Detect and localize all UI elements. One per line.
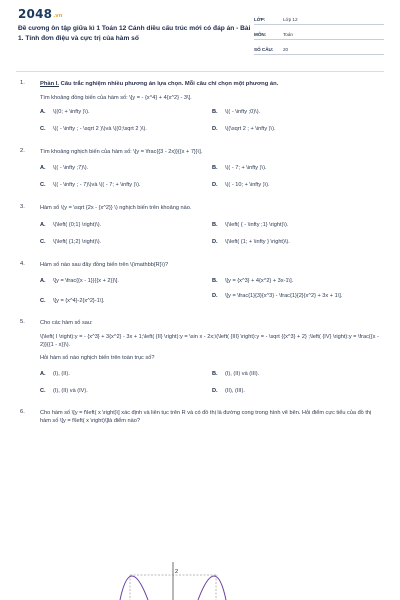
- option-c[interactable]: [40, 297, 212, 305]
- option-letter: A.: [40, 221, 46, 228]
- meta-label: SỐ CÂU:: [254, 47, 274, 52]
- option-a[interactable]: [40, 221, 212, 229]
- option-letter: D.: [212, 387, 218, 394]
- option-letter: B.: [212, 165, 218, 172]
- option-text: \[y = {x^4}-2{x^2}-1\].: [53, 298, 105, 305]
- question-stem: Hàm số \(y = \sqrt {2x - {x^2}} \) nghịch biến trên khoảng nào.: [40, 205, 192, 212]
- option-letter: B.: [212, 221, 218, 228]
- option-letter: C.: [40, 298, 46, 305]
- axis-label-2: 2: [175, 569, 179, 575]
- section-label: Phần I.: [40, 81, 60, 87]
- function-graph: [118, 562, 228, 600]
- option-a[interactable]: [40, 277, 212, 285]
- option-letter: D.: [212, 293, 218, 300]
- question-2: [20, 148, 382, 189]
- meta-label: LỚP:: [254, 17, 266, 22]
- option-text: (I), (II) và (IV).: [53, 387, 88, 394]
- meta-panel: [254, 12, 384, 57]
- question-body: \(\left( I \right):y = - {x^3} + 3{x^2} - 3x + 1;\left( {II} \right):y = \sin x - 2x;\(\left( {III} \right):y = - \sqrt {{x^3} + 2} ;\left( {IV} \right):y = \frac{{x - 2}}{{1 - x}}\).: [40, 333, 379, 349]
- logo-text: 2048: [18, 7, 53, 21]
- option-b[interactable]: [212, 164, 382, 172]
- question-stem: Tìm khoảng đồng biến của hàm số: \[y = - {x^4} + 4{x^2} - 3\].: [40, 94, 192, 101]
- site-logo[interactable]: [18, 7, 63, 21]
- question-5: [20, 319, 382, 395]
- option-letter: B.: [212, 370, 218, 377]
- option-text: (II), (III).: [225, 387, 245, 394]
- option-text: \(\left( {0;1} \right)\).: [53, 221, 102, 228]
- question-number: 6.: [20, 408, 25, 415]
- section-intro: [40, 80, 382, 89]
- meta-row-class: [254, 12, 384, 25]
- option-c[interactable]: [40, 181, 212, 189]
- option-text: (I), (II) và (III).: [225, 370, 260, 377]
- question-number: 4.: [20, 260, 25, 267]
- option-text: \(\left( {1; + \infty } \right)\).: [225, 238, 290, 245]
- question-subprompt: Hỏi hàm số nào nghịch biến trên toàn trục số?: [40, 355, 155, 362]
- option-letter: A.: [40, 278, 46, 285]
- option-d[interactable]: [212, 125, 382, 133]
- option-text: \(( - \infty ; - \sqrt 2 )\)và \((0;\sqrt 2 )\).: [53, 126, 147, 132]
- option-text: \(( - 10; + \infty )\).: [225, 182, 270, 189]
- document-title: Đề cương ôn tập giữa kì 1 Toán 12 Cánh diều cấu trúc mới có đáp án - Bài 1. Tính đơn điệu và cực trị của hàm số: [18, 25, 251, 42]
- option-text: \[y = {x^3} + 4{x^2} + 3x-1\].: [225, 278, 294, 285]
- option-text: \(( - \infty ;7)\).: [53, 165, 89, 172]
- option-letter: B.: [212, 278, 218, 285]
- option-text: \((\sqrt 2 ; + \infty )\).: [225, 126, 276, 132]
- document-header: [0, 0, 400, 70]
- option-letter: D.: [212, 126, 218, 132]
- option-letter: B.: [212, 109, 218, 115]
- meta-row-count: [254, 42, 384, 55]
- option-a[interactable]: [40, 370, 212, 378]
- question-1: [20, 80, 382, 133]
- question-stem: Tìm khoảng nghịch biến của hàm số: \[y = \frac{{3 - 2x}}{{x + 7}}\].: [40, 149, 203, 155]
- options: [40, 277, 382, 305]
- option-d[interactable]: [212, 238, 382, 246]
- option-a[interactable]: [40, 164, 212, 172]
- meta-row-subject: [254, 27, 384, 40]
- option-letter: C.: [40, 387, 46, 394]
- question-number: 2.: [20, 148, 25, 154]
- option-letter: C.: [40, 126, 46, 132]
- section-instructions: Câu trắc nghiệm nhiều phương án lựa chọn. Mỗi câu chỉ chọn một phương án.: [59, 81, 279, 87]
- meta-value: 20: [283, 47, 289, 52]
- options: [40, 370, 382, 395]
- option-text: \(\left( {1;2} \right)\).: [53, 238, 102, 245]
- options: [40, 164, 382, 189]
- option-text: \(( - \infty ;0)\).: [225, 109, 261, 115]
- question-6: [20, 409, 382, 426]
- header-divider: [16, 71, 384, 72]
- option-c[interactable]: [40, 387, 212, 395]
- option-letter: A.: [40, 109, 46, 115]
- question-number: 5.: [20, 319, 25, 326]
- question-number: 3.: [20, 204, 25, 211]
- option-c[interactable]: [40, 125, 212, 133]
- option-letter: A.: [40, 370, 46, 377]
- question-list: [20, 80, 382, 426]
- option-text: (I), (II).: [53, 370, 70, 377]
- question-4: [20, 261, 382, 305]
- option-text: \((0; + \infty )\).: [53, 109, 90, 115]
- meta-value: Lớp 12: [283, 17, 298, 22]
- option-letter: D.: [212, 238, 218, 245]
- option-text: \(( - \infty ; - 7)\)và \(( - 7; + \infty )\).: [53, 182, 141, 189]
- question-3: [20, 204, 382, 245]
- option-letter: A.: [40, 165, 46, 172]
- question-number: 1.: [20, 80, 25, 86]
- option-b[interactable]: [212, 277, 382, 285]
- option-text: \(\left( { - \infty ;1} \right)\).: [225, 221, 289, 228]
- option-letter: C.: [40, 182, 46, 189]
- option-letter: C.: [40, 238, 46, 245]
- option-b[interactable]: [212, 108, 382, 116]
- option-a[interactable]: [40, 108, 212, 116]
- option-b[interactable]: [212, 370, 382, 378]
- option-text: \(( - 7; + \infty )\).: [225, 165, 267, 172]
- meta-label: MÔN:: [254, 32, 267, 37]
- option-text: \[y = \frac{1}{3}{x^3} - \frac{1}{2}{x^2} + 3x + 1\].: [225, 293, 343, 300]
- question-stem: Hàm số nào sau đây đồng biến trên \(\mathbb{R}\)?: [40, 261, 169, 268]
- options: [40, 221, 382, 246]
- option-text: \[y = \frac{{x - 1}}{{x + 2}}\].: [53, 278, 119, 285]
- option-b[interactable]: [212, 221, 382, 229]
- logo-suffix: .vn: [53, 13, 63, 19]
- options: [40, 108, 382, 133]
- option-d[interactable]: [212, 181, 382, 189]
- meta-value: Toán: [283, 32, 293, 37]
- option-letter: D.: [212, 182, 218, 189]
- question-stem: Cho hàm số \[y = f\left( x \right)\] xác định và liên tục trên R và có đồ thị là đường cong trong hình vẽ bên. Hỏi điểm cực tiểu của đồ thị hàm số \[y = f\left( x \right)\]là điểm nào?: [40, 409, 372, 425]
- option-d[interactable]: [212, 292, 382, 305]
- option-c[interactable]: [40, 238, 212, 246]
- question-stem: Cho các hàm số sau:: [40, 320, 93, 327]
- option-d[interactable]: [212, 387, 382, 395]
